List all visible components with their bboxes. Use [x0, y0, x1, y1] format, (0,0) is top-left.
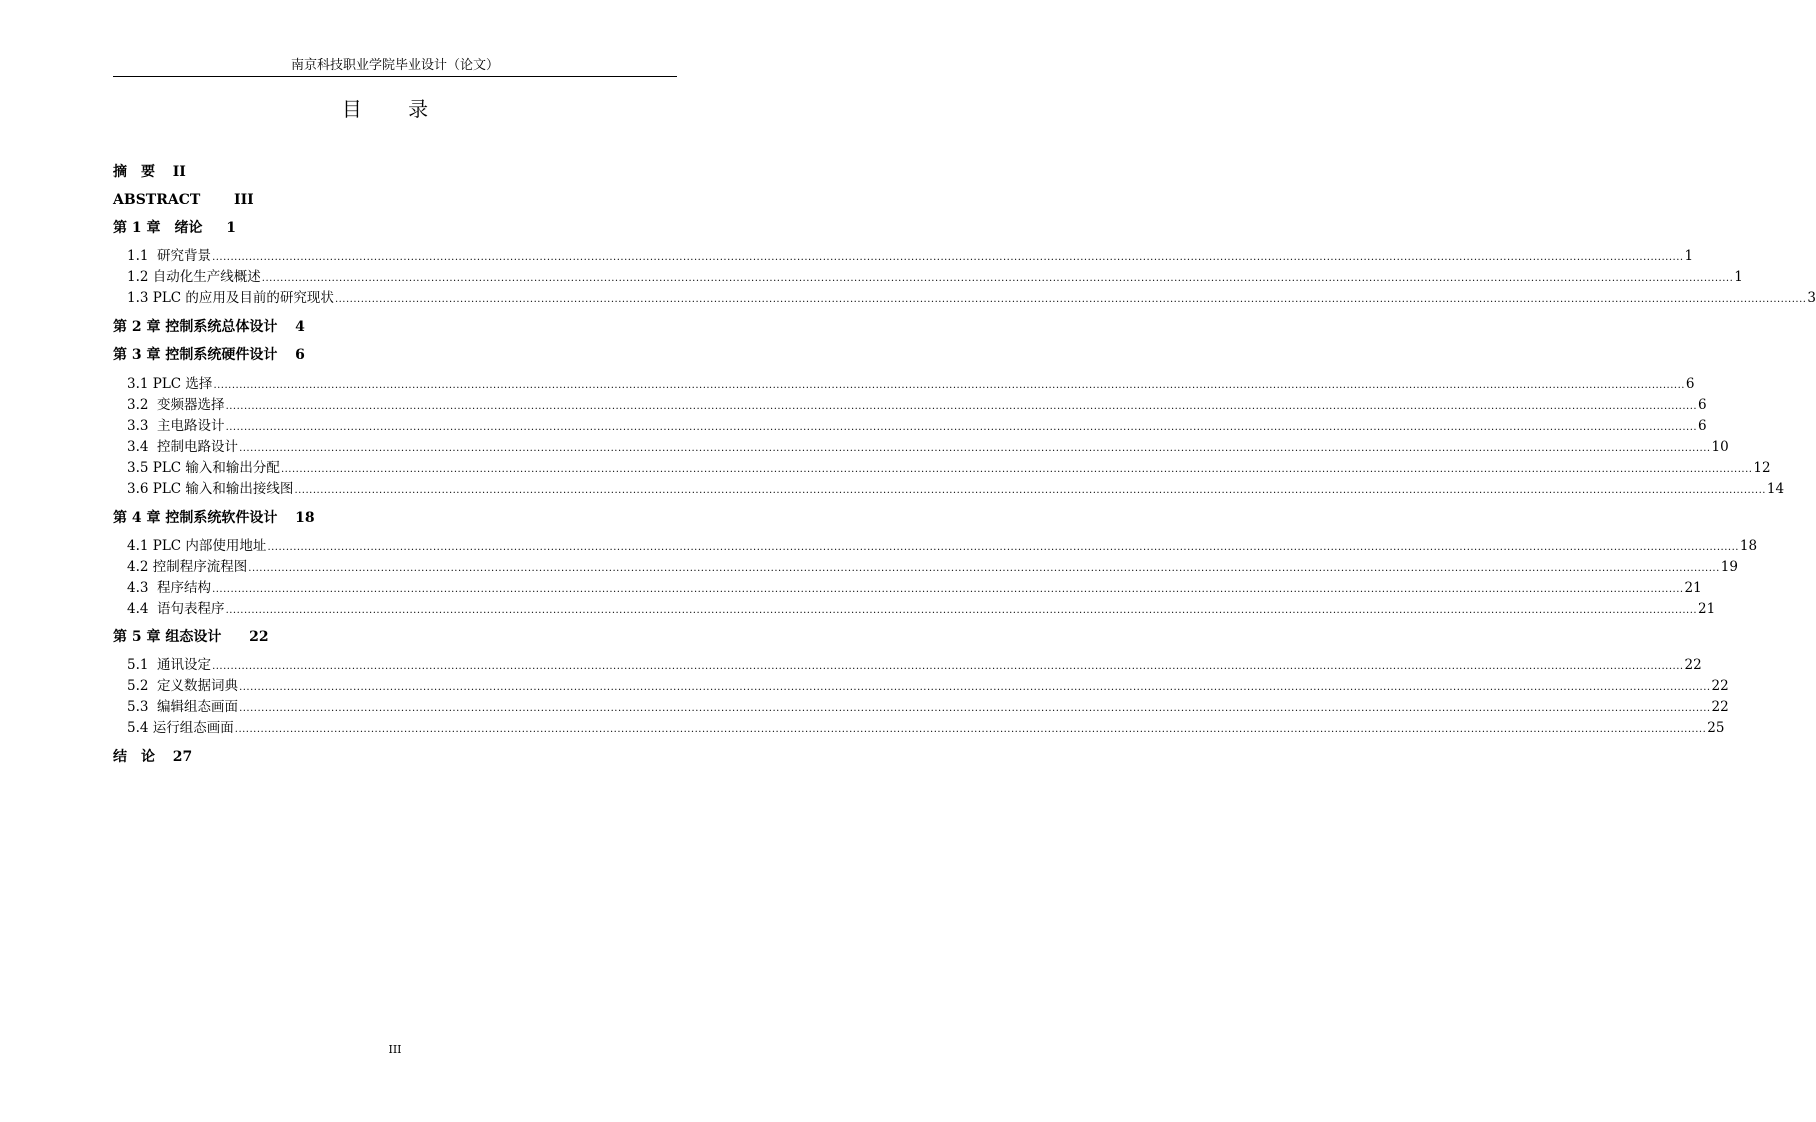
- toc-entry-page: 22: [1711, 678, 1729, 694]
- leader-dots: ................................................................................................................................................................................................................................................................................................................................................................................................................: [234, 724, 1707, 735]
- toc-heading-page: 27: [172, 749, 193, 765]
- leader-dots: ................................................................................................................................................................................................................................................................................................................................................................................................................: [212, 661, 1684, 672]
- toc-entry-4-3[interactable]: [127, 579, 1702, 597]
- toc-heading-label: 第 2 章 控制系统总体设计: [113, 319, 278, 335]
- toc-heading-chapter-1[interactable]: [113, 219, 236, 237]
- toc-entry-label: 5.4 运行组态画面: [127, 720, 234, 736]
- toc-entry-3-3[interactable]: [127, 417, 1707, 435]
- toc-heading-page: 4: [295, 319, 305, 335]
- toc-heading-abstract-en[interactable]: [113, 191, 254, 209]
- page-title: 目 录: [341, 97, 449, 121]
- toc-heading-chapter-4[interactable]: [113, 509, 315, 527]
- toc-heading-label: 第 3 章 控制系统硬件设计: [113, 347, 278, 363]
- toc-entry-label: 5.1 通讯设定: [127, 657, 212, 673]
- toc-entry-page: 3: [1807, 290, 1816, 306]
- toc-entry-1-1[interactable]: [127, 247, 1694, 265]
- toc-entry-page: 10: [1711, 439, 1729, 455]
- toc-entry-3-2[interactable]: [127, 396, 1707, 414]
- toc-entry-page: 6: [1685, 376, 1695, 392]
- leader-dots: ................................................................................................................................................................................................................................................................................................................................................................................................................: [294, 485, 1766, 496]
- toc-heading-page: 22: [249, 629, 269, 645]
- toc-entry-label: 5.2 定义数据词典: [127, 678, 239, 694]
- toc-entry-label: 3.2 变频器选择: [127, 397, 225, 413]
- toc-entry-3-4[interactable]: [127, 438, 1729, 456]
- toc-entry-label: 4.1 PLC 内部使用地址: [127, 538, 267, 554]
- toc-entry-page: 1: [1684, 248, 1694, 264]
- toc-heading-chapter-5[interactable]: [113, 628, 269, 646]
- toc-heading-label: ABSTRACT: [113, 192, 201, 208]
- toc-entry-page: 22: [1711, 699, 1729, 715]
- toc-entry-4-1[interactable]: [127, 537, 1758, 555]
- toc-heading-page: 6: [295, 347, 305, 363]
- header-rule: [113, 76, 677, 77]
- toc-heading-conclusion[interactable]: [113, 748, 192, 766]
- toc-entry-label: 3.3 主电路设计: [127, 418, 225, 434]
- leader-dots: ................................................................................................................................................................................................................................................................................................................................................................................................................: [248, 563, 1720, 574]
- toc-entry-label: 1.3 PLC 的应用及目前的研究现状: [127, 290, 334, 306]
- toc-entry-label: 4.2 控制程序流程图: [127, 559, 248, 575]
- toc-heading-label: 摘 要: [113, 164, 155, 180]
- toc-entry-5-2[interactable]: [127, 677, 1729, 695]
- toc-entry-label: 3.5 PLC 输入和输出分配: [127, 460, 280, 476]
- leader-dots: ................................................................................................................................................................................................................................................................................................................................................................................................................: [212, 252, 1684, 263]
- toc-entry-label: 4.4 语句表程序: [127, 601, 225, 617]
- page-number: III: [388, 1043, 402, 1056]
- toc-entry-page: 18: [1739, 538, 1758, 554]
- leader-dots: ................................................................................................................................................................................................................................................................................................................................................................................................................: [213, 380, 1685, 391]
- toc-entry-page: 1: [1734, 269, 1743, 285]
- toc-entry-page: 22: [1684, 657, 1702, 673]
- toc-heading-label: 第 1 章 绪论: [113, 220, 203, 236]
- toc-entry-5-1[interactable]: [127, 656, 1702, 674]
- leader-dots: ................................................................................................................................................................................................................................................................................................................................................................................................................: [225, 401, 1698, 412]
- toc-entry-page: 6: [1698, 397, 1707, 413]
- running-header: 南京科技职业学院毕业设计（论文）: [290, 58, 499, 73]
- toc-entry-label: 1.2 自动化生产线概述: [127, 269, 261, 285]
- toc-heading-chapter-3[interactable]: [113, 346, 305, 364]
- leader-dots: ................................................................................................................................................................................................................................................................................................................................................................................................................: [280, 464, 1753, 475]
- toc-heading-label: 结 论: [113, 749, 155, 765]
- leader-dots: ................................................................................................................................................................................................................................................................................................................................................................................................................: [267, 542, 1739, 553]
- leader-dots: ................................................................................................................................................................................................................................................................................................................................................................................................................: [212, 584, 1684, 595]
- toc-entry-label: 5.3 编辑组态画面: [127, 699, 239, 715]
- toc-entry-page: 14: [1766, 481, 1785, 497]
- toc-entry-5-3[interactable]: [127, 698, 1729, 716]
- toc-entry-label: 3.4 控制电路设计: [127, 439, 239, 455]
- toc-entry-1-2[interactable]: [127, 268, 1743, 286]
- toc-entry-label: 3.6 PLC 输入和输出接线图: [127, 481, 294, 497]
- toc-entry-4-4[interactable]: [127, 600, 1716, 618]
- toc-entry-page: 21: [1684, 580, 1702, 596]
- toc-heading-page: III: [234, 192, 254, 208]
- toc-entry-page: 19: [1720, 559, 1738, 575]
- toc-entry-page: 21: [1698, 601, 1716, 617]
- toc-entry-3-1[interactable]: [127, 375, 1695, 393]
- toc-entry-5-4[interactable]: [127, 719, 1725, 737]
- toc-entry-3-5[interactable]: [127, 459, 1771, 477]
- toc-entry-label: 1.1 研究背景: [127, 248, 212, 264]
- toc-heading-label: 第 5 章 组态设计: [113, 629, 222, 645]
- toc-entry-page: 25: [1707, 720, 1725, 736]
- leader-dots: ................................................................................................................................................................................................................................................................................................................................................................................................................: [261, 273, 1734, 284]
- leader-dots: ................................................................................................................................................................................................................................................................................................................................................................................................................: [225, 605, 1698, 616]
- toc-heading-label: 第 4 章 控制系统软件设计: [113, 510, 278, 526]
- toc-entry-3-6[interactable]: [127, 480, 1785, 498]
- leader-dots: ................................................................................................................................................................................................................................................................................................................................................................................................................: [239, 443, 1711, 454]
- leader-dots: ................................................................................................................................................................................................................................................................................................................................................................................................................: [334, 294, 1807, 305]
- toc-entry-page: 12: [1753, 460, 1771, 476]
- toc-entry-label: 4.3 程序结构: [127, 580, 212, 596]
- toc-entry-label: 3.1 PLC 选择: [127, 376, 213, 392]
- toc-heading-chapter-2[interactable]: [113, 318, 305, 336]
- toc-entry-4-2[interactable]: [127, 558, 1738, 576]
- toc-entry-page: 6: [1698, 418, 1707, 434]
- leader-dots: ................................................................................................................................................................................................................................................................................................................................................................................................................: [239, 703, 1711, 714]
- toc-heading-page: 1: [226, 220, 236, 236]
- leader-dots: ................................................................................................................................................................................................................................................................................................................................................................................................................: [239, 682, 1711, 693]
- toc-heading-page: 18: [295, 510, 315, 526]
- toc-heading-page: II: [172, 164, 186, 180]
- leader-dots: ................................................................................................................................................................................................................................................................................................................................................................................................................: [225, 422, 1698, 433]
- toc-heading-abstract-cn[interactable]: [113, 163, 186, 181]
- toc-entry-1-3[interactable]: [127, 289, 1816, 307]
